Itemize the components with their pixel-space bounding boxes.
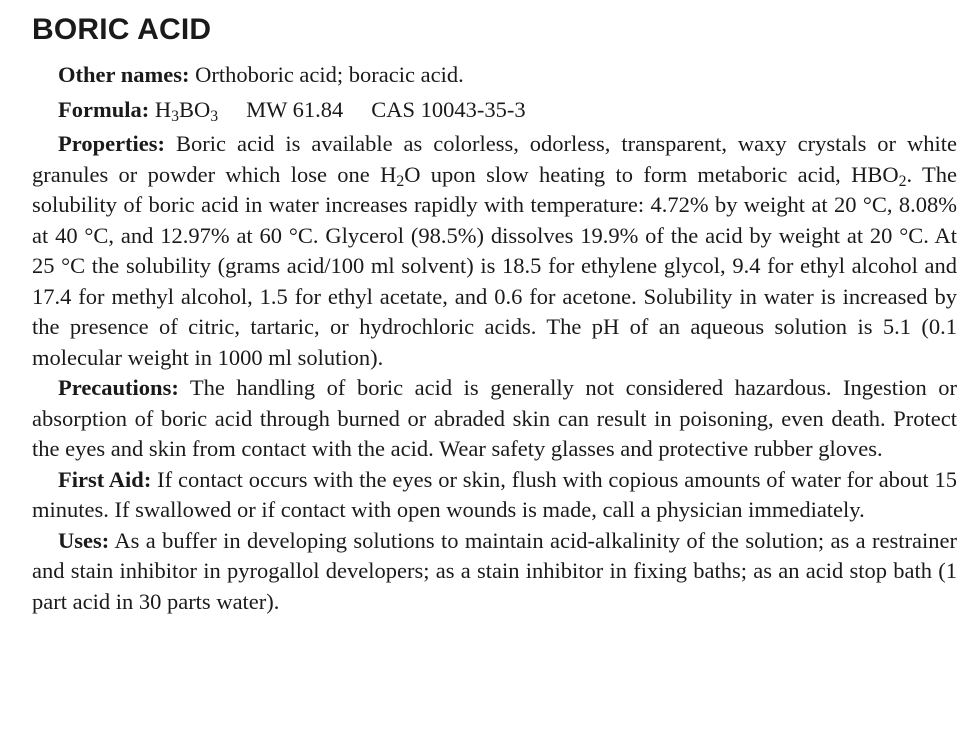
formula-subscript-2: 3 — [210, 108, 219, 126]
first-aid-label: First Aid: — [58, 466, 152, 492]
molecular-weight: MW 61.84 — [246, 96, 344, 122]
precautions-text: The handling of boric acid is generally not considered hazardous. Ingestion or absorption of boric acid through burned or abraded skin can result in poisoning, even death. Protect the eyes and skin from contact with the acid. Wear safety glasses and protective rubber gloves. — [32, 375, 957, 461]
properties-text-1: Boric acid is available as colorless, odorless, transparent, waxy crystals or white granules or powder which lose one H — [32, 131, 957, 187]
formula-label: Formula: — [58, 96, 150, 122]
properties-subscript-1: 2 — [396, 173, 405, 191]
properties-text-2: O upon slow heating to form metaboric acid, HBO — [404, 161, 899, 187]
formula-paragraph — [32, 95, 957, 126]
precautions-paragraph — [32, 373, 957, 465]
cas-number: CAS 10043-35-3 — [371, 96, 526, 122]
first-aid-paragraph — [32, 465, 957, 526]
other-names-label: Other names: — [58, 62, 190, 87]
properties-label: Properties: — [58, 131, 166, 156]
first-aid-text: If contact occurs with the eyes or skin, flush with copious amounts of water for about 15 minutes. If swallowed or if contact with open wounds is made, call a physician immediately. — [32, 466, 958, 522]
precautions-label: Precautions: — [58, 375, 179, 400]
entry-title: BORIC ACID — [32, 13, 212, 46]
other-names-paragraph — [32, 60, 957, 91]
properties-text-3: . The solubility of boric acid in water increases rapidly with temperature: 4.72% by weight at 20 °C, 8.08% at 40 °C, and 12.97% at 60 °C. Glycerol (98.5%) dissolves 19.9% of the acid by weight at 20 °C. At 25 °C the solubility (grams acid/100 ml solvent) is 18.5 for ethylene glycol, 9.4 for ethyl alcohol and 17.4 for methyl alcohol, 1.5 for ethyl acetate, and 0.6 for acetone. Solubility in water is increased by the presence of citric, tartaric, or hydrochloric acids. The pH of an aqueous solution is 5.1 (0.1 molecular weight in 1000 ml solution). — [32, 161, 958, 370]
other-names-text: Orthoboric acid; boracic acid. — [189, 62, 464, 87]
properties-paragraph — [32, 129, 957, 373]
formula-part-2: BO — [178, 96, 211, 122]
properties-subscript-2: 2 — [898, 173, 907, 191]
formula-subscript-1: 3 — [171, 108, 179, 126]
formula-part-1: H — [149, 96, 172, 122]
uses-text: As a buffer in developing solutions to maintain acid-alkalinity of the solution; as a restrainer and stain inhibitor in pyrogallol developers; as a stain inhibitor in fixing baths; as an acid stop bath (1 part acid in 30 parts water). — [32, 527, 957, 614]
uses-label: Uses: — [58, 527, 110, 553]
uses-paragraph — [32, 526, 957, 618]
